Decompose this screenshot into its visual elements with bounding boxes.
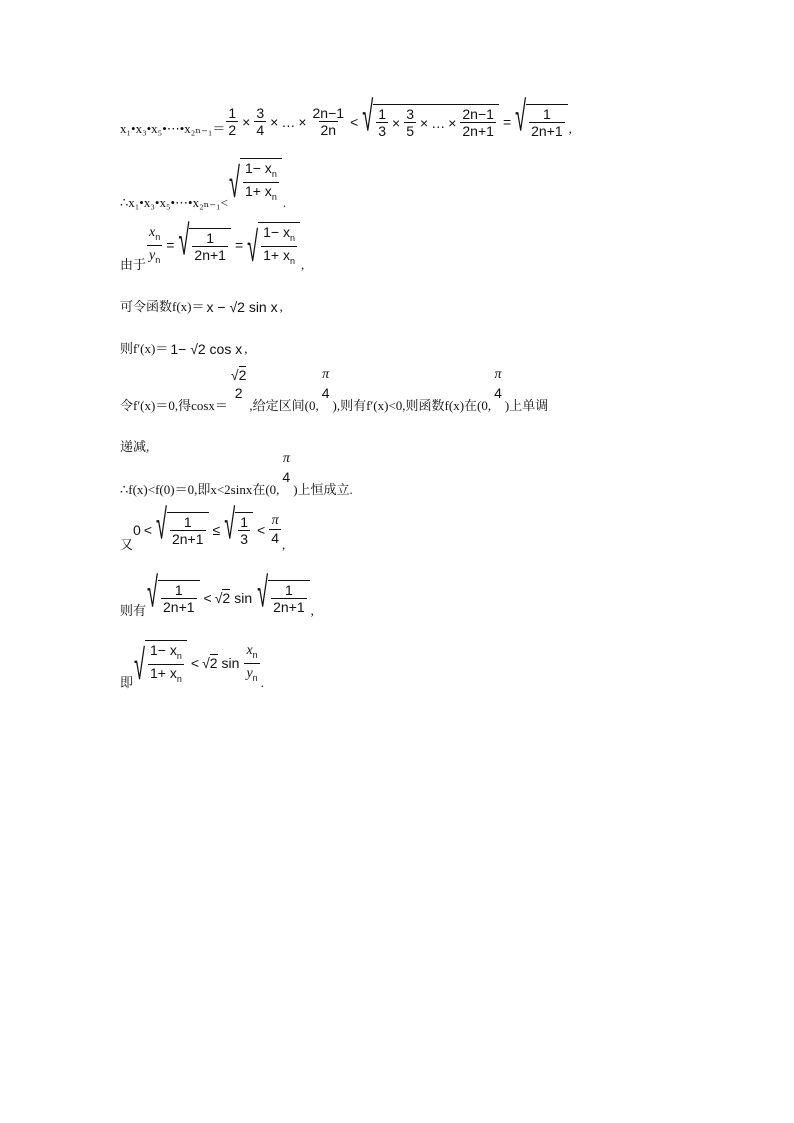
line-1-math: $\frac{1}{2}$ × $\frac{3}{4}$ × … × $\frac{2n-1}{2n}$ < √ $\frac{1}{3}$ × $\frac{3}{5}$ × … × $\frac{2n-1}{2n+1}$ = √ $\frac{1}{2n+1}$ — [225, 104, 568, 139]
frac-2n-1-2n: $\frac{2n-1}{2n}$ — [312, 105, 345, 138]
line-7: 递减, — [120, 439, 150, 454]
sqrt-1mx-over-1px: √ $\frac{1- x_n}{1+ x_n}$ — [229, 158, 282, 205]
frac-pi-over-4-c: π 4 — [282, 451, 291, 485]
sqrt-product: √ $\frac{1}{3}$ × $\frac{3}{5}$ × … × $\frac{2n-1}{2n+1}$ — [362, 104, 499, 139]
line-9: 又 0 < √ $\frac{1}{2n+1}$ ≤ √ $\frac{1}{3}$ < $\frac{\pi}{4}$ , — [120, 502, 286, 552]
line-4-expr: x − √2 sin x — [206, 299, 278, 315]
line-1-prefix: x₁•x₃•x₅•⋯•x₂ₙ₋₁＝ — [120, 121, 226, 136]
frac-3-4: $\frac{3}{4}$ — [256, 105, 265, 138]
line-3: 由于 $\frac{x_n}{y_n}$ = √ $\frac{1}{2n+1}$ = √ $\frac{1- x_n}{1+ x_n}$ , — [120, 218, 305, 272]
frac-pi-over-4: π 4 — [321, 367, 330, 401]
line-5-expr: 1− √2 cos x — [170, 341, 243, 357]
frac-pi-over-4-b: π 4 — [494, 367, 502, 401]
line-8: ∴f(x)<f(0)＝0,即x<2sinx在(0, π 4 )上恒成立. — [120, 451, 353, 497]
frac-sqrt2-over-2: √2 2 — [230, 367, 247, 401]
frac-xn-yn: $\frac{x_n}{y_n}$ — [147, 223, 162, 268]
line-6: 令f′(x)＝0,得cosx＝ √2 2 ,给定区间(0, π 4 ),则有f′(x)<0,则函数f(x)在(0, π 4 )上单调 — [120, 367, 549, 413]
line-1: x₁•x₃•x₅•⋯•x₂ₙ₋₁＝ $\frac{1}{2}$ × $\frac{3}{4}$ × … × $\frac{2n-1}{2n}$ < √ $\frac{1}{3}$ × $\frac{3}{5}$ × … × $\frac{2n-1}{2n+1}$ = √ $\frac{1}{2n+1}$ , — [120, 94, 572, 142]
line-10: 则有 √ $\frac{1}{2n+1}$ < √2 sin √ $\frac{1}{2n+1}$ , — [120, 570, 314, 618]
line-4: 可令函数f(x)＝ x − √2 sin x , — [120, 299, 283, 315]
line-5: 则f′(x)＝ 1− √2 cos x , — [120, 341, 248, 357]
line-2: ∴x₁•x₃•x₅•⋯•x₂ₙ₋₁< √ $\frac{1- x_n}{1+ x_n}$ . — [120, 160, 287, 210]
frac-1-2: $\frac{1}{2}$ — [228, 105, 237, 138]
line-11: 即 √ $\frac{1- x_n}{1+ x_n}$ < √2 sin $\frac{x_n}{y_n}$ . — [120, 642, 264, 690]
sqrt-1-over-2n-plus-1: √ $\frac{1}{2n+1}$ — [515, 104, 568, 139]
